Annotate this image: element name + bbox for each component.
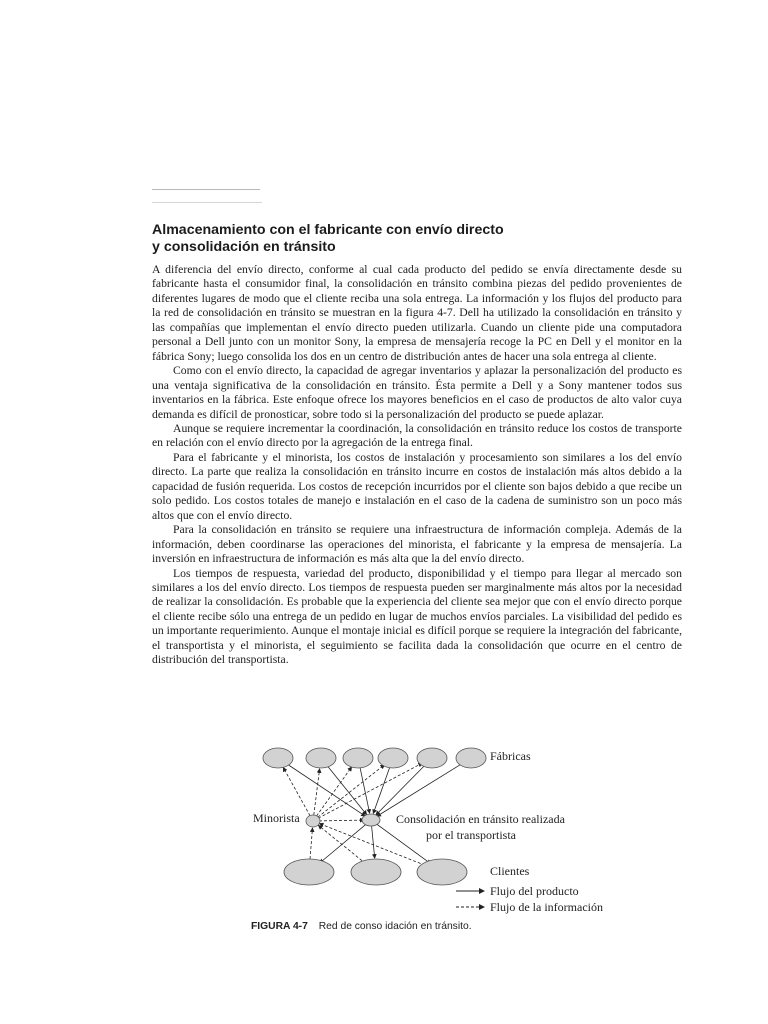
figure-caption-text: Red de conso idación en tránsito.	[318, 921, 472, 932]
legend-product: Flujo del producto	[490, 884, 579, 898]
factory-node-1	[263, 748, 293, 768]
customer-node-2	[351, 859, 401, 885]
body-text	[152, 263, 682, 668]
consolidation-node	[362, 814, 380, 826]
label-consolidation-line1: Consolidación en tránsito realizada	[396, 812, 565, 826]
edge-info-factory-1	[283, 768, 310, 816]
edge-info-factory-2	[314, 769, 320, 815]
paragraph-6: Los tiempos de respuesta, variedad del producto, disponibilidad y el tiempo para llegar al mercado son similares a los del envío directo. Los tiempos de respuesta pueden ser marginalmente más altos por la necesidad de realizar la consolidación. Es probable que la experiencia del cliente sea mejor que con el envío directo porque el cliente recibe sólo una entrega de un pedido en lugar de muchos envíos parciales. La visibilidad del pedido es un importante requerimiento. Aunque el montaje inicial es difícil porque se requiere la integración del fabricante, el transportista y el minorista, el seguimiento se facilita dada la consolidación que ocurre en el centro de distribución del transportista.	[152, 566, 682, 667]
factory-node-5	[417, 748, 447, 768]
edge-product-customer-2	[372, 826, 375, 858]
customer-node-3	[417, 859, 467, 885]
label-consolidation-line2: por el transportista	[426, 828, 516, 842]
edge-product-factory-4	[373, 767, 389, 813]
edge-product-factory-5	[376, 765, 425, 815]
paragraph-5: Para la consolidación en tránsito se requiere una infraestructura de información compleja. Además de la información, deben coordinarse las operaciones del minorista, el fabricante y la empresa de mensajería. La inversión en infraestructura de información es más alta que la del envío directo.	[152, 523, 682, 566]
figure-4-7	[250, 738, 630, 918]
edge-product-factory-3	[360, 768, 370, 813]
edge-product-customer-3	[376, 824, 431, 864]
paragraph-1: A diferencia del envío directo, conforme al cual cada producto del pedido se envía directamente desde su fabricante hasta el consumidor final, la consolidación en tránsito combina piezas del pedido provenientes de diferentes lugares de modo que el cliente reciba una sola entrega. La información y los flujos del producto para la red de consolidación en tránsito se muestran en la figura 4-7. Dell ha utilizado la consolidación en tránsito y las compañías que implementan el envío directo pueden utilizarla. Cuando un cliente pide una computadora personal a Dell junto con un monitor Sony, la empresa de mensajería recoge la PC en Dell y el monitor en la fábrica Sony; luego consolida los dos en un centro de distribución antes de hacer una sola entrega al cliente.	[152, 263, 682, 363]
label-retailer: Minorista	[253, 811, 300, 825]
figure-caption-label: FIGURA 4-7	[251, 921, 308, 932]
paragraph-3: Aunque se requiere incrementar la coordinación, la consolidación en tránsito reduce los costos de transporte en relación con el envío directo por la agregación de la entrega final.	[152, 421, 682, 450]
edge-info-factory-5	[318, 763, 422, 818]
edge-info-customer-1	[310, 828, 313, 859]
retailer-node	[306, 815, 320, 827]
edge-product-factory-6	[377, 763, 463, 816]
section-title	[152, 222, 632, 256]
label-customers: Clientes	[490, 864, 530, 878]
paragraph-4: Para el fabricante y el minorista, los costos de instalación y procesamiento son similares a los del envío directo. La parte que realiza la consolidación en tránsito incurre en costos de instalación más altos debido a la capacidad de fusión requerida. Los costos de recepción incurridos por el cliente son bajos debido a que recibe un solo pedido. Los costos totales de manejo e instalación en el caso de la cadena de suministro son un poco más altos que con el envío directo.	[152, 450, 682, 522]
section-title-line-2: y consolidación en tránsito	[152, 239, 336, 255]
factory-node-6	[456, 748, 486, 768]
edge-product-factory-1	[286, 764, 365, 817]
figure-caption	[251, 921, 651, 932]
label-factories: Fábricas	[490, 749, 531, 763]
legend-information: Flujo de la información	[490, 900, 603, 914]
factory-node-3	[343, 748, 373, 768]
factory-node-2	[306, 748, 336, 768]
paragraph-2: Como con el envío directo, la capacidad de agregar inventarios y aplazar la personalización del producto es una ventaja significativa de la consolidación en tránsito. Ésta permite a Dell y a Sony mantener todos sus inventarios en la fábrica. Este enfoque ofrece los mayores beneficios en el caso de productos de alto valor cuya demanda es difícil de pronosticar, sobre todo si la personalización del producto se puede aplazar.	[152, 364, 682, 421]
network-diagram	[250, 738, 630, 918]
customer-node-1	[284, 859, 334, 885]
scan-smudge-2	[152, 202, 262, 203]
section-title-line-1: Almacenamiento con el fabricante con envío directo	[152, 222, 504, 238]
edge-info-retailer-hub	[319, 820, 364, 821]
factory-node-4	[378, 748, 408, 768]
scan-smudge-1	[152, 189, 260, 190]
edge-product-customer-1	[320, 824, 367, 863]
